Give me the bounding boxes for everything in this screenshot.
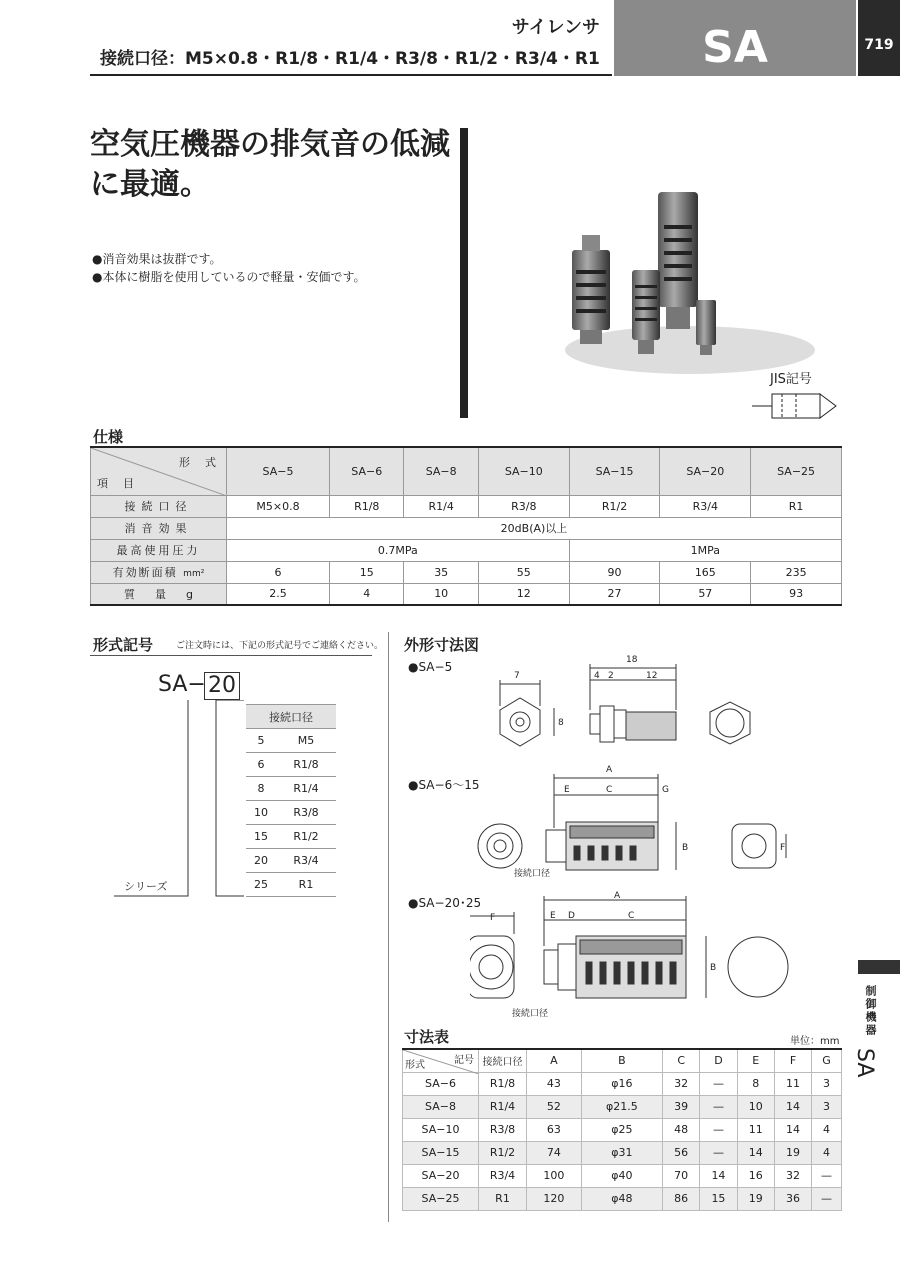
dim-cell: — (812, 1164, 842, 1187)
model-header: SA−6 (330, 447, 404, 495)
dim-label: B (710, 963, 717, 973)
dim-cell: 14 (737, 1141, 774, 1164)
dim-label: 8 (558, 718, 564, 728)
row-label-area (91, 561, 227, 583)
code-cell: 15 (246, 825, 276, 849)
port-callout: 接続口径 (512, 1009, 549, 1019)
dim-cell: SA−25 (403, 1187, 479, 1210)
dim-header: E (737, 1049, 774, 1072)
spec-cell: 20dB(A)以上 (227, 517, 842, 539)
dim-cell: 36 (774, 1187, 811, 1210)
dim-cell: 11 (737, 1118, 774, 1141)
dim-cell: 74 (527, 1141, 582, 1164)
dim-cell: R1 (479, 1187, 527, 1210)
dim-cell: R1/2 (479, 1141, 527, 1164)
dim-cell: 100 (527, 1164, 582, 1187)
dim-cell: R3/4 (479, 1164, 527, 1187)
spec-corner-top: 形 式 (179, 456, 218, 469)
series-label: シリーズ (124, 880, 168, 893)
code-cell: 6 (246, 753, 276, 777)
port-cell: R1/8 (276, 753, 336, 777)
port-cell: R3/8 (276, 801, 336, 825)
dim-cell: 14 (700, 1164, 737, 1187)
dim-cell: SA−8 (403, 1095, 479, 1118)
spec-cell: 12 (478, 583, 569, 605)
spec-cell: 35 (404, 561, 478, 583)
dim-cell: φ16 (581, 1072, 662, 1095)
dim-label: E (564, 785, 570, 795)
spec-cell: 235 (751, 561, 842, 583)
dim-row (403, 1141, 842, 1164)
area-unit: mm² (183, 569, 205, 579)
dim-cell: 14 (774, 1118, 811, 1141)
spec-cell: 57 (660, 583, 751, 605)
page-number: 719 (858, 0, 900, 76)
dim-cell: R1/4 (479, 1095, 527, 1118)
dim-label: E (550, 911, 556, 921)
dim-cell: SA−20 (403, 1164, 479, 1187)
spec-cell: 27 (569, 583, 660, 605)
feature-item: ●消音効果は抜群です。 (92, 252, 222, 266)
spec-cell: 1MPa (569, 539, 841, 561)
port-cell: R1/2 (276, 825, 336, 849)
spec-cell: 55 (478, 561, 569, 583)
dim-cell: — (812, 1187, 842, 1210)
dim-cell: 43 (527, 1072, 582, 1095)
dim-cell: 8 (737, 1072, 774, 1095)
dim-cell: 4 (812, 1118, 842, 1141)
divider-bar (460, 128, 468, 418)
dim-cell: 120 (527, 1187, 582, 1210)
dim-cell: 32 (663, 1072, 700, 1095)
row-label-pressure: 最高使用圧力 (91, 539, 227, 561)
area-label-text: 有効断面積 (112, 566, 178, 579)
mass-label-text: 質量 (124, 587, 186, 601)
dim-cell: 56 (663, 1141, 700, 1164)
port-cell: R1 (276, 873, 336, 897)
spec-cell: 4 (330, 583, 404, 605)
spec-title: 仕様 (93, 428, 124, 446)
spec-cell: R1 (751, 495, 842, 517)
sidebar-category: 制御機器 (864, 985, 877, 1037)
model-header: SA−15 (569, 447, 660, 495)
dim-cell: 19 (774, 1141, 811, 1164)
dim-corner-bottom: 形式 (405, 1059, 425, 1071)
dim-cell: — (700, 1095, 737, 1118)
spec-cell: R1/2 (569, 495, 660, 517)
dim-cell: 86 (663, 1187, 700, 1210)
dim-header: B (581, 1049, 662, 1072)
row-label-effect: 消音効果 (91, 517, 227, 539)
dim-header: 接続口径 (479, 1049, 527, 1072)
mass-unit: g (186, 587, 193, 601)
dim-cell: R3/8 (479, 1118, 527, 1141)
dim-label: C (606, 785, 613, 795)
dim-cell: φ21.5 (581, 1095, 662, 1118)
dim-label: B (682, 843, 689, 853)
row-label-port: 接続口径 (91, 495, 227, 517)
port-code-header: 接続口径 (246, 705, 336, 729)
dim-cell: SA−6 (403, 1072, 479, 1095)
drawing-label-sa20-25: ●SA−20･25 (408, 896, 482, 910)
dim-cell: 3 (812, 1095, 842, 1118)
dim-header: A (527, 1049, 582, 1072)
dim-label: 7 (514, 671, 520, 681)
spec-cell: 15 (330, 561, 404, 583)
dim-label: F (490, 913, 496, 923)
spec-cell: 6 (227, 561, 330, 583)
model-header: SA−25 (751, 447, 842, 495)
dimension-drawings (470, 650, 800, 1030)
code-cell: 20 (246, 849, 276, 873)
sidebar-tab (858, 960, 900, 974)
dim-header: G (812, 1049, 842, 1072)
sidebar-code: SA (852, 1048, 877, 1078)
dim-label: A (606, 765, 613, 775)
order-prefix: SA− (158, 672, 206, 697)
port-cell: R3/4 (276, 849, 336, 873)
row-label-mass (91, 583, 227, 605)
drawings-title: 外形寸法図 (404, 636, 480, 654)
dim-corner-cell (403, 1049, 479, 1072)
dim-cell: 15 (700, 1187, 737, 1210)
dim-cell: 63 (527, 1118, 582, 1141)
drawing-label-sa6-15: ●SA−6〜15 (408, 778, 480, 792)
spec-cell: R1/8 (330, 495, 404, 517)
spec-corner-bottom: 項 目 (97, 476, 136, 490)
sa5-drawing (500, 664, 750, 746)
dim-cell: — (700, 1118, 737, 1141)
headline: 空気圧機器の排気音の低減に最適。 (90, 127, 450, 202)
dim-cell: 4 (812, 1141, 842, 1164)
header-rule (90, 74, 612, 76)
port-sizes-heading: 接続口径：M5×0.8・R1/8・R1/4・R3/8・R1/2・R3/4・R1 (100, 49, 600, 69)
jis-silencer-symbol (752, 388, 842, 424)
order-rule (90, 655, 372, 656)
spec-corner-cell (91, 447, 227, 495)
dim-cell: 52 (527, 1095, 582, 1118)
drawing-label-sa5: ●SA−5 (408, 660, 453, 674)
dim-row (403, 1118, 842, 1141)
dim-row (403, 1095, 842, 1118)
dim-cell: 32 (774, 1164, 811, 1187)
unit-label: 単位：mm (790, 1036, 840, 1047)
feature-item: ●本体に樹脂を使用しているので軽量・安価です。 (92, 270, 366, 284)
order-suffix-box: 20 (204, 672, 240, 700)
product-photo (560, 180, 850, 380)
dim-cell: 16 (737, 1164, 774, 1187)
spec-table (90, 446, 842, 606)
spec-cell: M5×0.8 (227, 495, 330, 517)
port-callout: 接続口径 (514, 869, 551, 879)
spec-cell: 10 (404, 583, 478, 605)
dim-cell: SA−15 (403, 1141, 479, 1164)
model-header: SA−5 (227, 447, 330, 495)
port-cell: M5 (276, 729, 336, 753)
code-cell: 5 (246, 729, 276, 753)
dim-cell: φ40 (581, 1164, 662, 1187)
order-code-title: 形式記号 (93, 636, 154, 654)
dim-corner-top: 記号 (454, 1055, 474, 1066)
dim-cell: φ48 (581, 1187, 662, 1210)
spec-cell: 93 (751, 583, 842, 605)
dim-label: A (614, 891, 621, 901)
dim-label: D (568, 911, 575, 921)
dim-cell: 48 (663, 1118, 700, 1141)
dim-cell: — (700, 1072, 737, 1095)
dim-cell: 11 (774, 1072, 811, 1095)
dim-cell: φ31 (581, 1141, 662, 1164)
model-header: SA−8 (404, 447, 478, 495)
dim-cell: R1/8 (479, 1072, 527, 1095)
dim-row (403, 1164, 842, 1187)
spec-cell: R1/4 (404, 495, 478, 517)
spec-cell: R3/4 (660, 495, 751, 517)
port-code-table (246, 704, 336, 897)
column-divider (388, 632, 389, 1222)
dim-label: 18 (626, 655, 638, 665)
spec-cell: 165 (660, 561, 751, 583)
sa6-15-drawing (478, 774, 786, 870)
dim-row (403, 1187, 842, 1210)
dim-cell: 3 (812, 1072, 842, 1095)
dim-label: 2 (608, 671, 614, 681)
dim-label: F (780, 843, 786, 853)
port-cell: R1/4 (276, 777, 336, 801)
dim-cell: 10 (737, 1095, 774, 1118)
spec-cell: 2.5 (227, 583, 330, 605)
order-note: ご注文時には、下記の形式記号でご連絡ください。 (176, 641, 384, 651)
order-bracket-lines (104, 700, 254, 900)
dim-cell: SA−10 (403, 1118, 479, 1141)
model-header: SA−10 (478, 447, 569, 495)
dim-header: F (774, 1049, 811, 1072)
dim-header: D (700, 1049, 737, 1072)
dim-label: C (628, 911, 635, 921)
dim-cell: 70 (663, 1164, 700, 1187)
code-cell: 10 (246, 801, 276, 825)
dim-label: 4 (594, 671, 600, 681)
spec-cell: R3/8 (478, 495, 569, 517)
dim-cell: 39 (663, 1095, 700, 1118)
dim-label: 12 (646, 671, 658, 681)
code-cell: 25 (246, 873, 276, 897)
dimension-table (402, 1048, 842, 1211)
dim-table-title: 寸法表 (404, 1028, 450, 1046)
code-cell: 8 (246, 777, 276, 801)
product-category-title: サイレンサ (511, 17, 600, 38)
dim-cell: 14 (774, 1095, 811, 1118)
dim-cell: 19 (737, 1187, 774, 1210)
series-code-box: SA (614, 0, 856, 76)
jis-symbol-label: JIS記号 (770, 372, 812, 387)
dim-row (403, 1072, 842, 1095)
model-header: SA−20 (660, 447, 751, 495)
spec-cell: 90 (569, 561, 660, 583)
dim-header: C (663, 1049, 700, 1072)
dim-cell: φ25 (581, 1118, 662, 1141)
dim-cell: — (700, 1141, 737, 1164)
dim-label: G (662, 785, 669, 795)
spec-cell: 0.7MPa (227, 539, 570, 561)
feature-list (92, 250, 366, 286)
